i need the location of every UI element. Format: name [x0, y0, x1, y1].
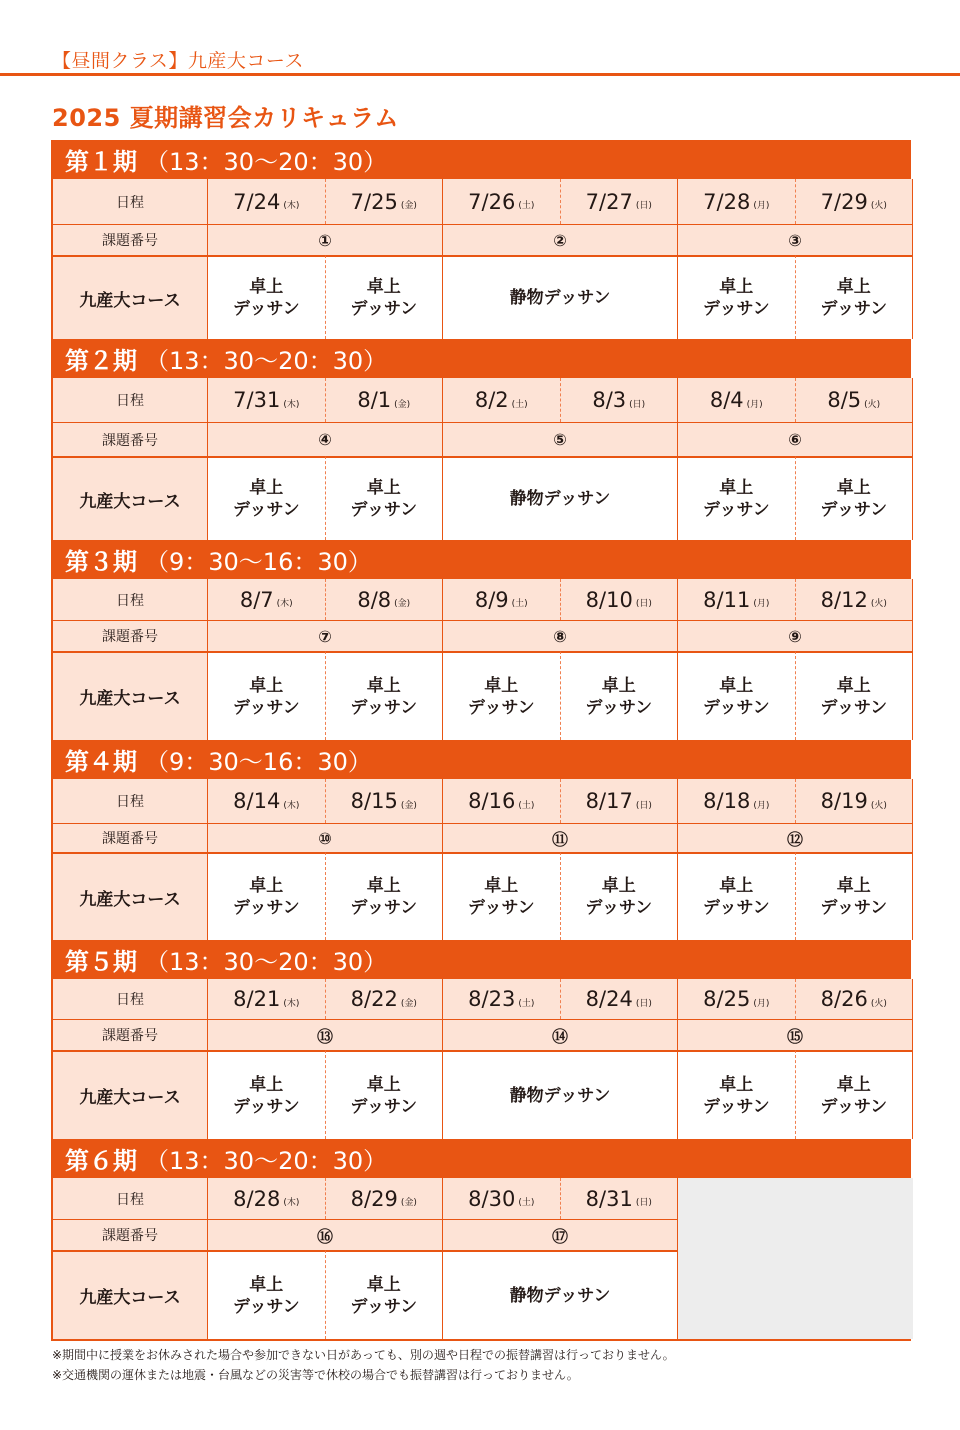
- weekday-text: (月): [753, 201, 770, 211]
- task-number: ②: [443, 224, 678, 255]
- date-cell: [208, 1178, 326, 1219]
- weekday-text: (木): [283, 399, 300, 410]
- row-label-task-number: 課題番号: [53, 1219, 208, 1250]
- task-number: ④: [208, 422, 443, 456]
- weekday-text: (火): [864, 399, 881, 410]
- term-header: [51, 140, 911, 179]
- weekday-text: (土): [518, 1198, 535, 1208]
- course-cell: 卓上 デッサン: [678, 651, 796, 740]
- course-cell: 卓上 デッサン: [208, 1250, 326, 1339]
- date-cell: [561, 179, 679, 224]
- date-cell: [326, 779, 444, 823]
- course-cell: 卓上 デッサン: [208, 651, 326, 740]
- weekday-text: (金): [400, 1198, 417, 1208]
- date-cell: [796, 979, 914, 1019]
- task-number: ⑪: [443, 823, 678, 852]
- date-cell: [796, 378, 914, 422]
- term-name: 第３期: [65, 548, 137, 576]
- date-text: 8/7: [239, 587, 274, 612]
- weekday-text: (日): [629, 399, 646, 410]
- weekday-text: (日): [635, 998, 652, 1009]
- date-text: 8/5: [827, 388, 862, 412]
- weekday-text: (土): [518, 998, 535, 1009]
- task-number: ⑬: [208, 1019, 443, 1050]
- date-text: 8/10: [585, 587, 633, 612]
- weekday-text: (土): [511, 399, 528, 410]
- term-header: [51, 940, 911, 979]
- term-name: 第２期: [65, 347, 137, 375]
- weekday-text: (日): [635, 599, 652, 609]
- date-cell: [796, 579, 914, 620]
- course-cell: 卓上 デッサン: [678, 1050, 796, 1139]
- term-time: （13：30～20：30）: [145, 347, 388, 375]
- course-cell: 卓上 デッサン: [796, 255, 914, 339]
- weekday-text: (土): [511, 599, 528, 609]
- row-label-task-number: 課題番号: [53, 620, 208, 651]
- weekday-text: (金): [400, 201, 417, 211]
- empty-cell: [678, 1178, 913, 1339]
- date-cell: [208, 378, 326, 422]
- date-text: 7/25: [350, 189, 398, 214]
- date-text: 8/14: [233, 789, 281, 813]
- course-cell: 卓上 デッサン: [326, 651, 444, 740]
- term-header: [51, 339, 911, 378]
- date-text: 7/31: [233, 388, 281, 412]
- date-text: 8/2: [474, 388, 509, 412]
- weekday-text: (木): [283, 1198, 300, 1208]
- date-text: 8/19: [820, 789, 868, 813]
- date-cell: [678, 378, 796, 422]
- note-item: ※交通機関の運休または地震・台風などの災害等で休校の場合でも振替講習は行っておりません。: [52, 1368, 579, 1382]
- header-divider: [0, 73, 960, 76]
- date-text: 7/24: [233, 189, 281, 214]
- row-label-task-number: 課題番号: [53, 422, 208, 456]
- date-cell: [796, 179, 914, 224]
- term-name: 第５期: [65, 948, 137, 976]
- course-cell: 卓上 デッサン: [796, 651, 914, 740]
- course-cell: 静物デッサン: [443, 255, 678, 339]
- date-cell: [326, 179, 444, 224]
- course-cell: 卓上 デッサン: [561, 852, 679, 940]
- term-name: 第６期: [65, 1147, 137, 1175]
- weekday-text: (日): [635, 201, 652, 211]
- course-cell: 卓上 デッサン: [796, 456, 914, 540]
- term-name: 第１期: [65, 148, 137, 176]
- weekday-text: (金): [400, 998, 417, 1009]
- date-text: 7/26: [468, 189, 516, 214]
- date-cell: [208, 179, 326, 224]
- weekday-text: (火): [870, 800, 887, 811]
- row-label-course: 九産大コース: [53, 1250, 208, 1339]
- weekday-text: (月): [753, 998, 770, 1009]
- course-cell: 卓上 デッサン: [796, 1050, 914, 1139]
- curriculum-table: [51, 140, 911, 1341]
- page-title: 2025 夏期講習会カリキュラム: [52, 104, 399, 132]
- term-grid: [51, 579, 911, 740]
- course-cell: 卓上 デッサン: [678, 852, 796, 940]
- term-name: 第４期: [65, 748, 137, 776]
- term-time: （9：30～16：30）: [145, 548, 372, 576]
- term-section: [51, 740, 911, 940]
- date-text: 8/16: [468, 789, 516, 813]
- term-header: [51, 1139, 911, 1178]
- row-label-course: 九産大コース: [53, 255, 208, 339]
- task-number: ⑫: [678, 823, 913, 852]
- date-cell: [208, 579, 326, 620]
- term-time: （13：30～20：30）: [145, 1147, 388, 1175]
- term-section: [51, 940, 911, 1139]
- date-text: 8/11: [703, 587, 751, 612]
- task-number: ⑦: [208, 620, 443, 651]
- date-text: 8/21: [233, 987, 281, 1011]
- course-cell: 卓上 デッサン: [326, 1050, 444, 1139]
- date-text: 8/15: [350, 789, 398, 813]
- row-label-schedule: 日程: [53, 1178, 208, 1219]
- task-number: ⑩: [208, 823, 443, 852]
- date-cell: [326, 979, 444, 1019]
- term-grid: [51, 979, 911, 1139]
- date-cell: [326, 1178, 444, 1219]
- date-cell: [678, 979, 796, 1019]
- weekday-text: (月): [753, 800, 770, 811]
- course-cell: 卓上 デッサン: [208, 255, 326, 339]
- date-text: 7/28: [703, 189, 751, 214]
- term-section: [51, 1139, 911, 1341]
- date-text: 8/29: [350, 1186, 398, 1211]
- row-label-schedule: 日程: [53, 979, 208, 1019]
- date-cell: [561, 779, 679, 823]
- row-label-course: 九産大コース: [53, 1050, 208, 1139]
- course-cell: 卓上 デッサン: [208, 456, 326, 540]
- class-label: 【昼間クラス】九産大コース: [52, 50, 304, 72]
- date-text: 8/23: [468, 987, 516, 1011]
- date-text: 8/25: [703, 987, 751, 1011]
- notes: [52, 1345, 675, 1385]
- date-cell: [561, 979, 679, 1019]
- date-cell: [796, 779, 914, 823]
- date-text: 8/3: [592, 388, 627, 412]
- course-cell: 卓上 デッサン: [796, 852, 914, 940]
- term-grid: [51, 378, 911, 540]
- term-time: （13：30～20：30）: [145, 148, 388, 176]
- weekday-text: (金): [394, 599, 411, 609]
- course-cell: 卓上 デッサン: [678, 255, 796, 339]
- date-text: 8/30: [468, 1186, 516, 1211]
- weekday-text: (木): [283, 201, 300, 211]
- date-text: 8/18: [703, 789, 751, 813]
- task-number: ③: [678, 224, 913, 255]
- date-text: 8/4: [709, 388, 744, 412]
- weekday-text: (火): [870, 998, 887, 1009]
- term-time: （9：30～16：30）: [145, 748, 372, 776]
- date-text: 8/1: [357, 388, 392, 412]
- weekday-text: (金): [400, 800, 417, 811]
- course-cell: 卓上 デッサン: [326, 1250, 444, 1339]
- weekday-text: (土): [518, 800, 535, 811]
- term-grid: [51, 1178, 911, 1341]
- task-number: ⑥: [678, 422, 913, 456]
- task-number: ⑯: [208, 1219, 443, 1250]
- task-number: ①: [208, 224, 443, 255]
- course-cell: 卓上 デッサン: [208, 852, 326, 940]
- course-cell: 卓上 デッサン: [561, 651, 679, 740]
- course-cell: 卓上 デッサン: [443, 651, 561, 740]
- course-cell: 卓上 デッサン: [326, 456, 444, 540]
- weekday-text: (月): [746, 399, 763, 410]
- date-text: 7/29: [820, 189, 868, 214]
- row-label-course: 九産大コース: [53, 456, 208, 540]
- weekday-text: (日): [635, 800, 652, 811]
- task-number: ⑰: [443, 1219, 678, 1250]
- weekday-text: (金): [394, 399, 411, 410]
- row-label-task-number: 課題番号: [53, 1019, 208, 1050]
- date-text: 8/28: [233, 1186, 281, 1211]
- date-cell: [561, 378, 679, 422]
- course-cell: 卓上 デッサン: [443, 852, 561, 940]
- row-label-schedule: 日程: [53, 779, 208, 823]
- date-cell: [678, 179, 796, 224]
- row-label-schedule: 日程: [53, 179, 208, 224]
- course-cell: 卓上 デッサン: [208, 1050, 326, 1139]
- weekday-text: (火): [870, 599, 887, 609]
- row-label-task-number: 課題番号: [53, 823, 208, 852]
- course-cell: 卓上 デッサン: [326, 852, 444, 940]
- term-section: [51, 140, 911, 339]
- date-text: 7/27: [585, 189, 633, 214]
- date-cell: [678, 779, 796, 823]
- date-cell: [443, 979, 561, 1019]
- task-number: ⑧: [443, 620, 678, 651]
- term-time: （13：30～20：30）: [145, 948, 388, 976]
- course-cell: 卓上 デッサン: [678, 456, 796, 540]
- weekday-text: (木): [283, 998, 300, 1009]
- course-cell: 静物デッサン: [443, 1050, 678, 1139]
- term-section: [51, 540, 911, 740]
- date-text: 8/31: [585, 1186, 633, 1211]
- course-cell: 卓上 デッサン: [326, 255, 444, 339]
- course-cell: 静物デッサン: [443, 1250, 678, 1339]
- note-item: ※期間中に授業をお休みされた場合や参加できない日があっても、別の週や日程での振替講習は行っておりません。: [52, 1348, 675, 1362]
- date-cell: [326, 378, 444, 422]
- term-grid: [51, 779, 911, 940]
- date-cell: [326, 579, 444, 620]
- weekday-text: (木): [276, 599, 293, 609]
- date-cell: [443, 779, 561, 823]
- date-text: 8/22: [350, 987, 398, 1011]
- row-label-task-number: 課題番号: [53, 224, 208, 255]
- weekday-text: (土): [518, 201, 535, 211]
- term-header: [51, 740, 911, 779]
- date-text: 8/17: [585, 789, 633, 813]
- task-number: ⑨: [678, 620, 913, 651]
- term-grid: [51, 179, 911, 339]
- date-cell: [443, 179, 561, 224]
- date-cell: [678, 579, 796, 620]
- row-label-schedule: 日程: [53, 378, 208, 422]
- row-label-schedule: 日程: [53, 579, 208, 620]
- weekday-text: (日): [635, 1198, 652, 1208]
- date-cell: [561, 1178, 679, 1219]
- date-text: 8/12: [820, 587, 868, 612]
- weekday-text: (火): [870, 201, 887, 211]
- date-cell: [208, 979, 326, 1019]
- date-cell: [443, 1178, 561, 1219]
- term-header: [51, 540, 911, 579]
- row-label-course: 九産大コース: [53, 651, 208, 740]
- course-cell: 静物デッサン: [443, 456, 678, 540]
- date-cell: [208, 779, 326, 823]
- date-cell: [443, 378, 561, 422]
- date-text: 8/24: [585, 987, 633, 1011]
- task-number: ⑤: [443, 422, 678, 456]
- date-cell: [443, 579, 561, 620]
- task-number: ⑮: [678, 1019, 913, 1050]
- date-text: 8/8: [357, 587, 392, 612]
- date-cell: [561, 579, 679, 620]
- task-number: ⑭: [443, 1019, 678, 1050]
- term-section: [51, 339, 911, 540]
- date-text: 8/26: [820, 987, 868, 1011]
- date-text: 8/9: [474, 587, 509, 612]
- weekday-text: (月): [753, 599, 770, 609]
- row-label-course: 九産大コース: [53, 852, 208, 940]
- weekday-text: (木): [283, 800, 300, 811]
